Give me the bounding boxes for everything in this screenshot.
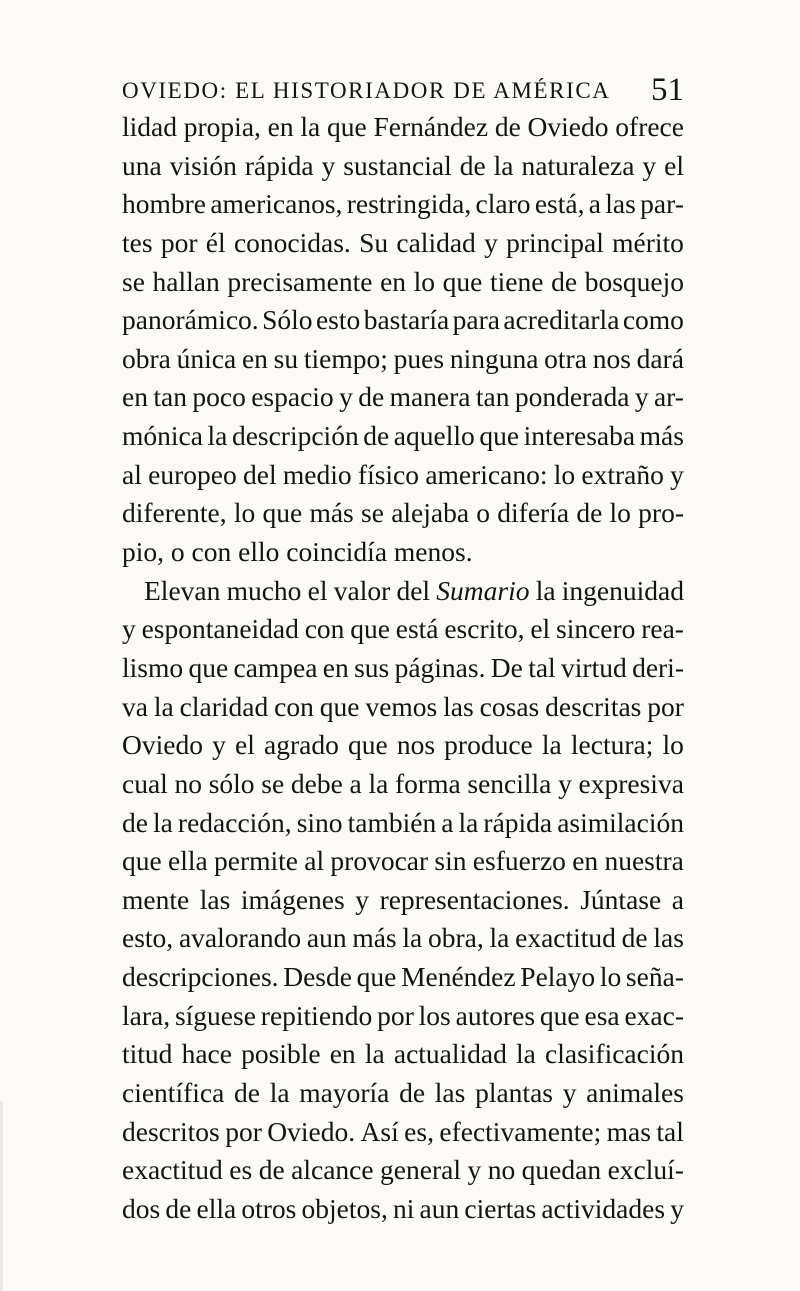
word: Júntase [580,883,662,915]
word: que [350,613,390,645]
word: agrado [264,729,339,761]
word: redacción, [177,806,292,838]
word: mente [122,883,190,915]
text-line [122,997,684,1036]
word: tal [656,1115,684,1147]
word: y [355,883,370,915]
word: se [261,767,285,799]
word: en [329,1038,356,1070]
word: Así [360,1115,399,1147]
word: de [363,420,390,452]
word: con [274,690,314,722]
page-number: 51 [651,72,684,108]
word: lo [233,497,256,529]
word: vemos [365,690,438,722]
word: de [122,806,148,838]
word: interesaba [523,420,636,452]
word: Oviedo [527,111,609,142]
word: efectivamente; [439,1115,602,1147]
word: escrito, [444,613,525,645]
word: espacio [251,381,334,413]
word: la [368,767,389,799]
word: ponderada [514,381,630,413]
italic-word: Sumario [436,574,530,606]
word: el [530,613,551,645]
word: por [377,999,414,1031]
word: sustancial [343,149,452,181]
word: rápida [244,149,314,181]
word: es [229,1154,253,1186]
word: de [258,1154,285,1186]
word: que [188,651,229,683]
word: más [309,497,354,529]
text-line [122,881,684,920]
word: animales [586,1077,684,1109]
word: difería [497,497,570,529]
word: las [434,1077,466,1109]
word: ingenuidad [561,574,684,606]
word: su [273,342,299,374]
word: la [300,111,321,142]
word: ella [168,845,208,877]
word: y [467,1154,482,1186]
word: repitiendo [260,999,373,1031]
word: la [207,420,228,452]
word: poco [192,381,246,413]
word: ella [196,1192,237,1224]
word: las [605,188,636,220]
word: lo [553,458,576,490]
word: se [122,265,145,297]
word: europeo [148,458,237,490]
word: a [671,883,684,915]
text-line [122,417,684,456]
word: ni [392,1192,415,1224]
word: síguese [174,999,256,1031]
word: claridad [179,690,269,722]
text-line [122,1151,684,1190]
word: Su [359,226,389,258]
word: y [562,1077,577,1109]
word: ofrece [615,111,684,142]
word: en [380,265,407,297]
text-line [122,301,684,340]
word: esto [315,304,361,336]
text-line [122,108,684,147]
text-line [122,688,684,727]
word: al [122,458,142,490]
word: que [442,265,483,297]
word: o [170,536,185,568]
word: no [487,1154,516,1186]
word: que [262,497,303,529]
word: restringida, [346,188,472,220]
word: a [588,188,601,220]
word: más [639,420,684,452]
word: avalorando [178,922,302,954]
word: a [441,806,454,838]
text-line [122,958,684,997]
word: esfuerzo [472,845,566,877]
word: por [225,1115,262,1147]
word: lo [662,729,684,761]
body-text [122,108,684,1229]
word: los [418,999,451,1031]
word: Elevan [144,574,221,606]
text-line [122,842,684,881]
word: pio, [122,536,165,568]
word: nuestra [604,845,684,877]
word: y [642,149,657,181]
word: seña- [625,961,684,993]
word: ar- [653,381,684,413]
word: está [395,613,439,645]
word: asimilación [557,806,684,838]
text-line [122,1113,684,1152]
word: a [349,767,362,799]
word: para [452,304,500,336]
word: calidad [396,226,476,258]
word: cual [122,767,168,799]
word: valor [333,574,391,606]
word: hace [181,1038,232,1070]
text-line [122,1074,684,1113]
text-line [122,185,684,224]
word: rea- [641,613,684,645]
word: autores [455,999,536,1031]
word: Sólo [262,304,313,336]
word: tal [528,651,556,683]
word: Pelayo [520,961,596,993]
word: sincero [556,613,636,645]
word: acreditarla [503,304,620,336]
word: medio [282,458,352,490]
word: mérito [612,226,684,258]
word: la [153,690,174,722]
word: o [476,497,491,529]
word: bastaría [363,304,450,336]
word: sin [434,845,467,877]
word: sino [296,806,343,838]
word: está, [534,188,585,220]
word: otros [241,1192,297,1224]
word: obra [122,342,171,374]
text-line [122,804,684,843]
text-line [122,533,684,572]
word: manera [389,381,471,413]
word: físico [357,458,420,490]
word: de [399,1077,426,1109]
word: ello [238,536,280,568]
text-line [122,224,684,263]
word: actualidad [393,1038,507,1070]
word: americano: [425,458,548,490]
word: actividades [541,1192,666,1224]
word: la [489,922,510,954]
word: Fernández [373,111,489,142]
word: la [269,1077,290,1109]
word: cosas [479,690,540,722]
word: menos. [393,536,473,568]
word: las [653,922,684,954]
word: lismo [122,651,184,683]
word: en [322,651,349,683]
word: visión [169,149,237,181]
word: otra [544,342,587,374]
word: descripción [231,420,359,452]
word: lo [413,265,436,297]
word: principal [506,226,604,258]
word: descritas [545,690,642,722]
word: tan [475,381,510,413]
word: de [551,265,578,297]
word: titud [122,1038,173,1070]
word: pro- [638,497,684,529]
word: clasificación [545,1038,684,1070]
word: mas [606,1115,651,1147]
word: descripciones. [122,961,279,993]
word: mayoría [299,1077,390,1109]
word: Menéndez [401,961,516,993]
word: la [458,806,479,838]
word: tan [153,381,187,413]
text-line [122,1035,684,1074]
word: que [122,845,162,877]
word: Desde [283,961,352,993]
word: por [160,226,198,258]
word: es, [404,1115,434,1147]
word: hombre [122,188,207,220]
word: bosquejo [584,265,684,297]
word: el [235,729,255,761]
word: y [670,458,684,490]
word: naturaleza [521,149,635,181]
word: de [358,381,385,413]
word: descritos [122,1115,220,1147]
word: y [122,613,136,645]
word: sus [354,651,390,683]
word: en [122,381,148,413]
word: la [516,1038,536,1070]
word: no [174,767,203,799]
word: esa [584,999,620,1031]
word: con [191,536,232,568]
word: exactitud [515,922,616,954]
word: el [307,574,328,606]
word: y [670,1192,684,1224]
word: permite [213,845,298,877]
word: de [459,149,486,181]
word: nos [396,729,436,761]
word: de [165,1192,192,1224]
word: única [176,342,237,374]
word: al [304,845,325,877]
word: panorámico. [122,304,259,336]
word: las [199,883,231,915]
text-line [122,340,684,379]
word: él [205,226,226,258]
word: posible [241,1038,321,1070]
word: conocidas. [233,226,351,258]
text-line [122,919,684,958]
word: tiene [490,265,544,297]
word: tes [122,226,153,258]
word: la [153,806,173,838]
word: aun [306,922,347,954]
word: Oviedo [122,729,203,761]
word: lidad [122,111,177,142]
text-line [122,649,684,688]
word: en [572,845,599,877]
word: lara, [122,999,171,1031]
word: Oviedo. [267,1115,356,1147]
word: imágenes [240,883,345,915]
word: científica [122,1077,225,1109]
word: que [319,690,360,722]
word: también [347,806,437,838]
word: obra, [428,922,484,954]
word: aun [419,1192,460,1224]
word: produce [444,729,533,761]
word: la [493,149,514,181]
word: precisamente [227,265,373,297]
word: aquello [393,420,475,452]
word: del [243,458,277,490]
word: va [122,690,148,722]
text-line [122,263,684,302]
word: en [267,111,294,142]
word: páginas. [394,651,486,683]
word: sólo [208,767,255,799]
word: lo [599,961,622,993]
text-line [122,610,684,649]
word: ciertas [464,1192,537,1224]
word: del [396,574,431,606]
word: exac- [624,999,684,1031]
word: representaciones. [379,883,570,915]
word: nos [592,342,631,374]
word: virtud [561,651,627,683]
word: de [576,497,603,529]
text-line [122,726,684,765]
word: como [622,304,684,336]
word: objetos, [301,1192,388,1224]
word: diferente, [122,497,227,529]
word: lectura; [570,729,654,761]
word: extraño [581,458,664,490]
word: mucho [226,574,302,606]
word: que [347,729,388,761]
word: excluí- [607,1154,684,1186]
word: quedan [521,1154,602,1186]
text-line [122,1190,684,1229]
running-title: OVIEDO: EL HISTORIADOR DE AMÉRICA [122,78,611,103]
word: plantas [475,1077,553,1109]
word: ninguna [449,342,539,374]
word: la [364,1038,385,1070]
word: más [352,922,397,954]
word: coincidía [286,536,388,568]
text-line [122,147,684,186]
word: tiempo; [303,342,388,374]
word: mónica [122,420,203,452]
word: en [241,342,268,374]
text-line [122,494,684,533]
word: pues [393,342,445,374]
word: debe [290,767,343,799]
text-line [122,378,684,417]
word: con [304,613,345,645]
word: claro [475,188,531,220]
word: esto, [122,922,174,954]
word: la [402,922,423,954]
word: lo [609,497,631,529]
word: general [380,1154,461,1186]
word: y [558,767,572,799]
word: alejaba [391,497,470,529]
word: expresiva [578,767,684,799]
word: la [541,729,562,761]
word: dará [636,342,684,374]
word: de [494,111,521,142]
text-line [122,456,684,495]
word: y [212,729,226,761]
word: De [490,651,523,683]
running-head [122,72,684,112]
word: que [539,999,580,1031]
word: y [339,381,353,413]
word: exactitud [122,1154,223,1186]
word: forma [395,767,461,799]
word: provocar [330,845,429,877]
word: el [664,149,684,181]
word: se [361,497,384,529]
word: una [122,149,162,181]
word: de [234,1077,260,1109]
word: que [356,961,397,993]
word: propia, [183,111,261,142]
word: por [647,690,684,722]
word: campea [233,651,318,683]
word: alcance [291,1154,374,1186]
word: las [443,690,474,722]
word: y [484,226,498,258]
word: y [634,381,649,413]
word: deri- [632,651,684,683]
word: americanos, [210,188,343,220]
word: que [479,420,520,452]
word: que [327,111,367,142]
word: dos [122,1192,161,1224]
word: espontaneidad [141,613,299,645]
margin-shadow [0,1101,3,1291]
word: rápida [483,806,553,838]
word: sencilla [467,767,552,799]
word: par- [640,188,684,220]
word: y [321,149,336,181]
text-line [122,572,684,611]
word: hallan [152,265,220,297]
text-line [122,765,684,804]
word: la [535,574,556,606]
word: de [621,922,648,954]
